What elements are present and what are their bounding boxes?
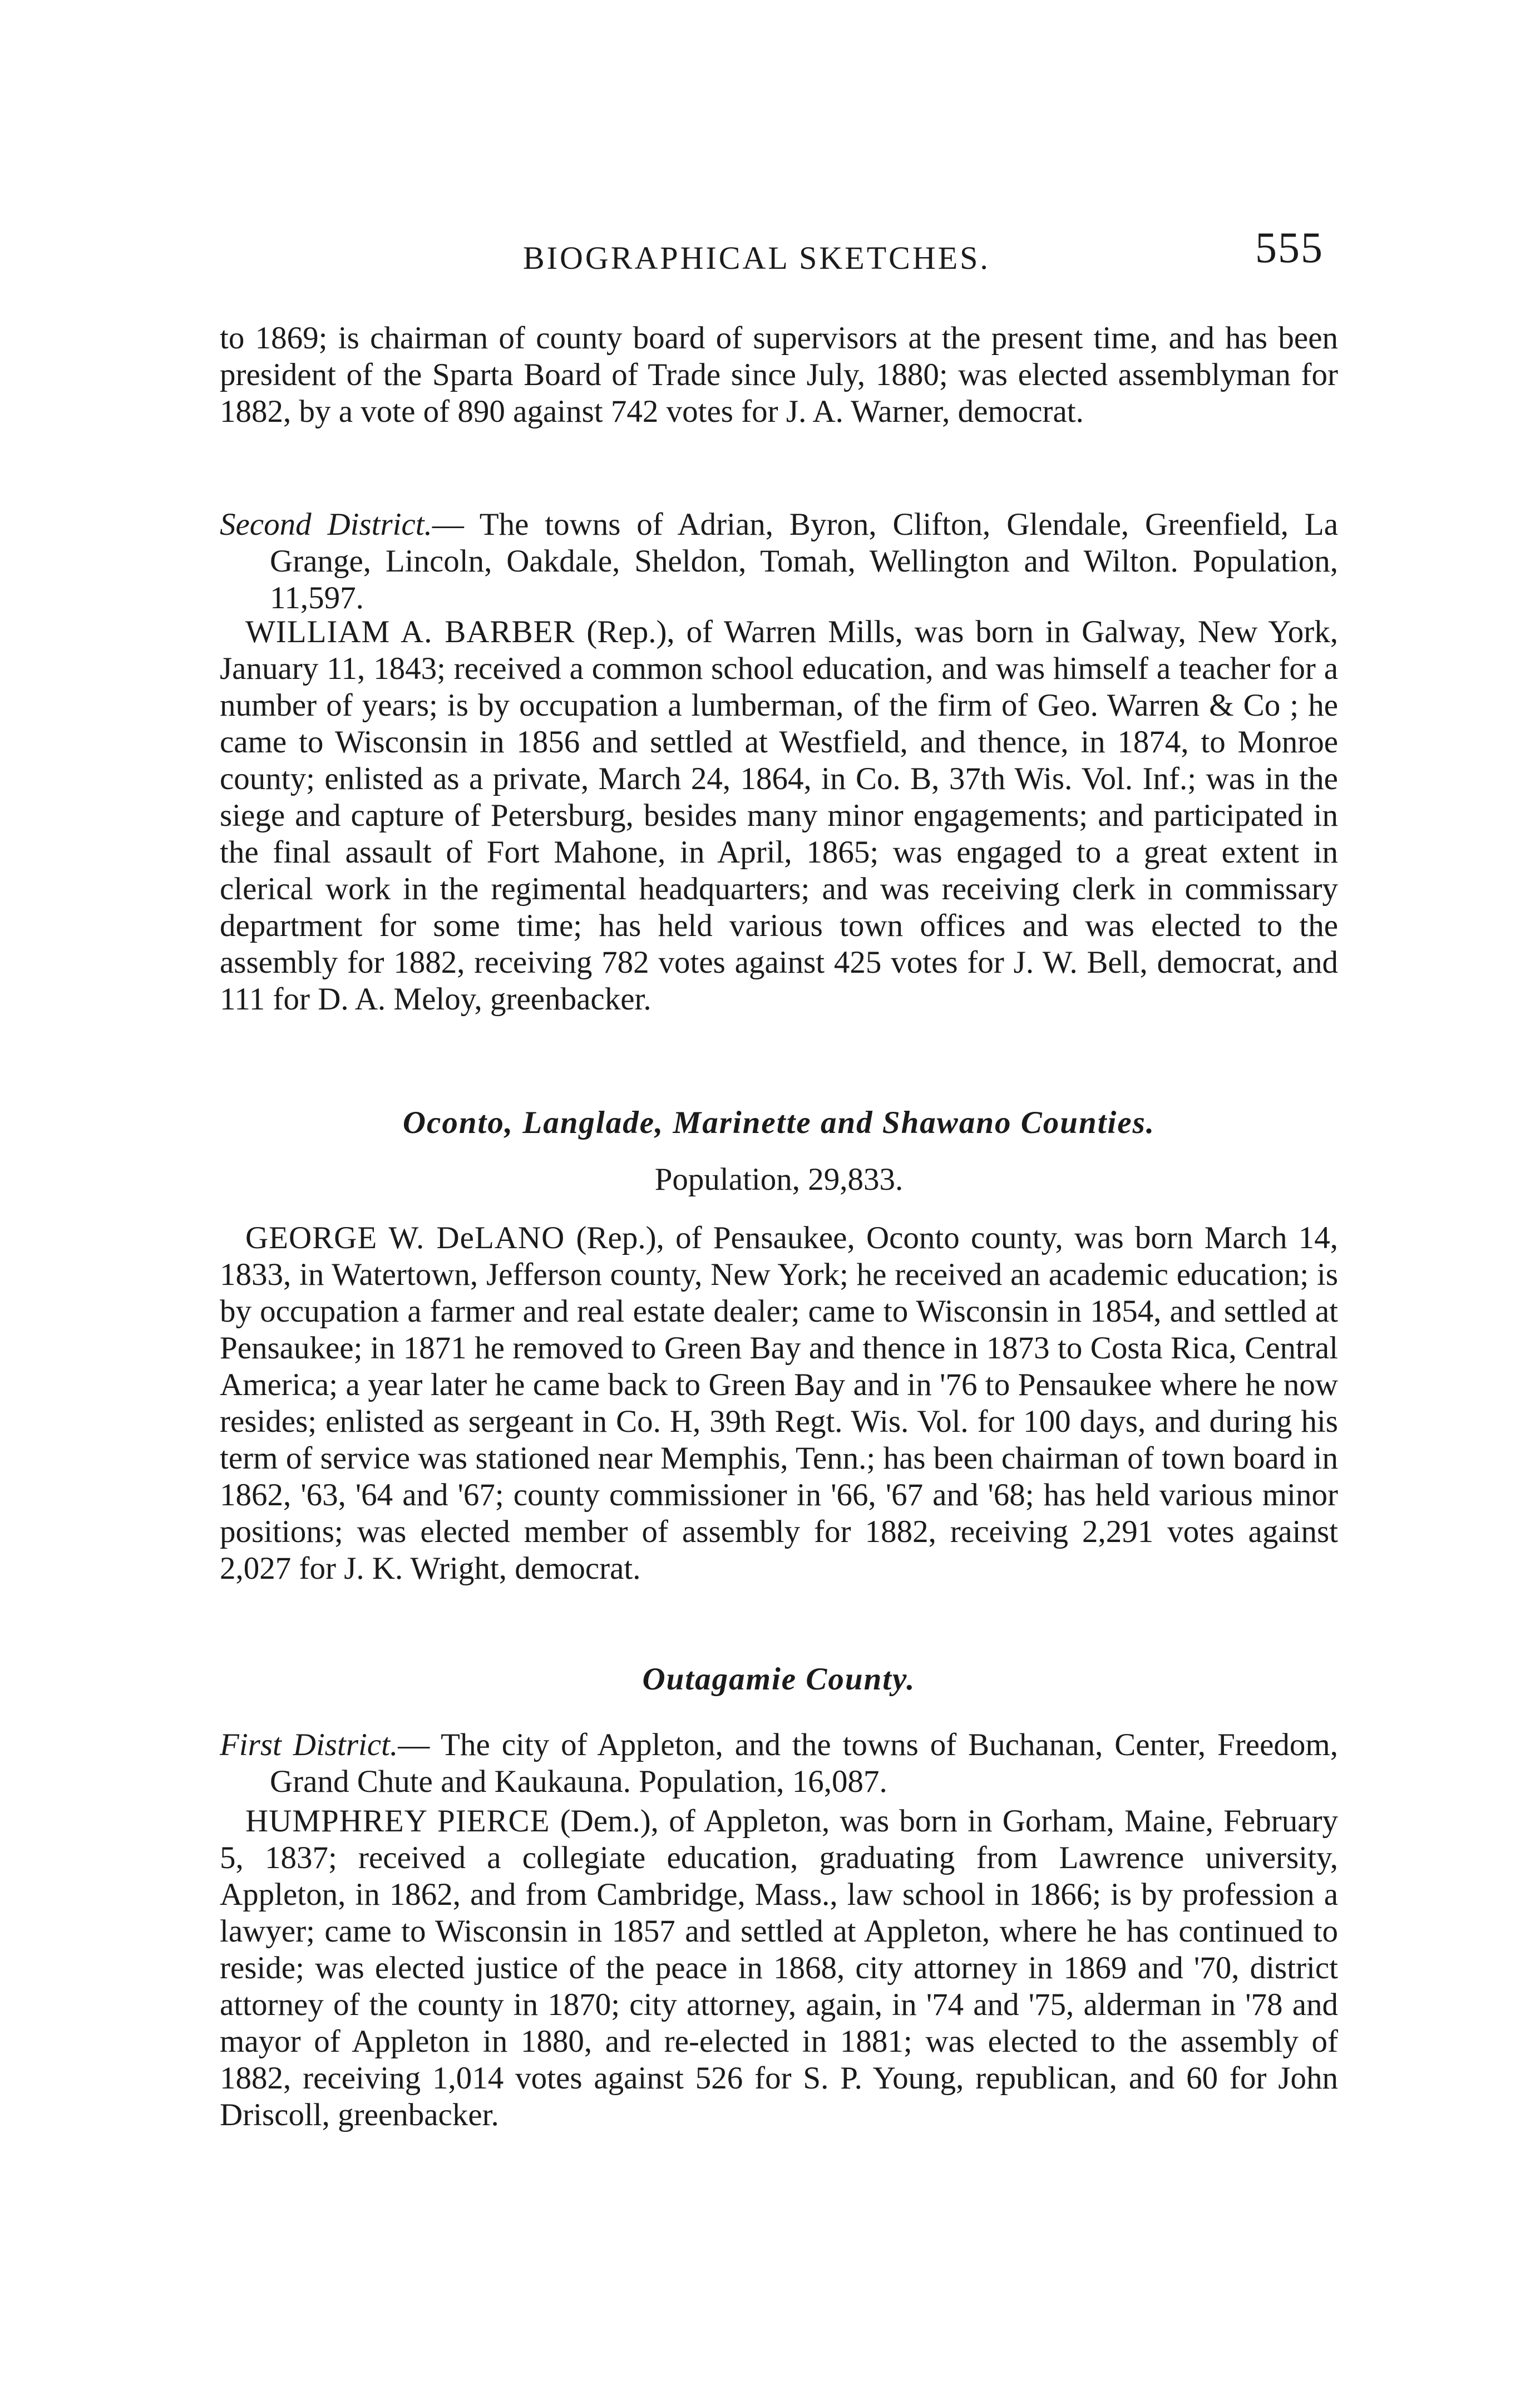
outagamie-heading-block <box>220 1661 1338 1698</box>
monroe-second-district-block <box>220 506 1338 617</box>
person-name: HUMPHREY PIERCE <box>245 1804 550 1839</box>
county-heading: Oconto, Langlade, Marinette and Shawano Counties. <box>402 1105 1156 1140</box>
district-label: First District. <box>220 1727 398 1762</box>
district-text: — The towns of Adrian, Byron, Clifton, Glendale, Greenfield, La Grange, Lincoln, Oakdale, Sheldon, Tomah, Wellington and Wilton. Population, 11,597. <box>270 507 1338 615</box>
biography-text: (Rep.), of Pensaukee, Oconto county, was born March 14, 1833, in Watertown, Jefferson county, New York; he received an academic education; is by occupation a farmer and real estate dealer; came to Wisconsin in 1854, and settled at Pensaukee; in 1871 he removed to Green Bay and thence in 1873 to Costa Rica, Central America; a year later he came back to Green Bay and in '76 to Pensaukee where he now resides; enlisted as sergeant in Co. H, 39th Regt. Wis. Vol. for 100 days, and during his term of service was stationed near Memphis, Tenn.; has been chairman of town board in 1862, '63, '64 and '67; county commissioner in '66, '67 and '68; has held various minor positions; was elected member of assembly for 1882, receiving 2,291 votes against 2,027 for J. K. Wright, democrat. <box>220 1220 1338 1586</box>
biography-paragraph <box>220 614 1338 1018</box>
district-description <box>220 506 1338 617</box>
page-number: 555 <box>1255 223 1324 272</box>
person-name: GEORGE W. DeLANO <box>245 1220 565 1255</box>
district-label: Second District. <box>220 507 432 542</box>
biography-paragraph <box>220 1803 1338 2134</box>
delano-sketch <box>220 1220 1338 1587</box>
county-heading: Outagamie County. <box>642 1662 916 1697</box>
running-head: BIOGRAPHICAL SKETCHES. <box>523 240 990 276</box>
outagamie-first-district-block <box>220 1727 1338 1800</box>
continuation-block <box>220 320 1338 430</box>
pierce-sketch <box>220 1803 1338 2134</box>
oconto-population-block <box>220 1161 1338 1198</box>
oconto-heading-block <box>220 1105 1338 1141</box>
biography-text: (Rep.), of Warren Mills, was born in Galway, New York, January 11, 1843; received a common school education, and was himself a teacher for a number of years; is by occupation a lumberman, of the firm of Geo. Warren & Co ; he came to Wisconsin in 1856 and settled at Westfield, and thence, in 1874, to Monroe county; enlisted as a private, March 24, 1864, in Co. B, 37th Wis. Vol. Inf.; was in the siege and capture of Petersburg, besides many minor engagements; and participated in the final assault of Fort Mahone, in April, 1865; was engaged to a great extent in clerical work in the regimental headquarters; and was receiving clerk in commissary department for some time; has held various town offices and was elected to the assembly for 1882, receiving 782 votes against 425 votes for J. W. Bell, democrat, and 111 for D. A. Meloy, greenbacker. <box>220 614 1338 1017</box>
population-line: Population, 29,833. <box>654 1162 904 1197</box>
barber-sketch <box>220 614 1338 1018</box>
person-name: WILLIAM A. BARBER <box>245 614 575 649</box>
biography-paragraph <box>220 1220 1338 1587</box>
district-text: — The city of Appleton, and the towns of Buchanan, Center, Freedom, Grand Chute and Kaukauna. Population, 16,087. <box>270 1727 1338 1799</box>
biography-text: (Dem.), of Appleton, was born in Gorham, Maine, February 5, 1837; received a collegiate education, graduating from Lawrence university, Appleton, in 1862, and from Cambridge, Mass., law school in 1866; is by profession a lawyer; came to Wisconsin in 1857 and settled at Appleton, where he has continued to reside; was elected justice of the peace in 1868, city attorney in 1869 and '70, district attorney of the county in 1870; city attorney, again, in '74 and '75, alderman in '78 and mayor of Appleton in 1880, and re-elected in 1881; was elected to the assembly of 1882, receiving 1,014 votes against 526 for S. P. Young, republican, and 60 for John Driscoll, greenbacker. <box>220 1804 1338 2132</box>
continuation-paragraph: to 1869; is chairman of county board of supervisors at the present time, and has been president of the Sparta Board of Trade since July, 1880; was elected assemblyman for 1882, by a vote of 890 against 742 votes for J. A. Warner, democrat. <box>220 321 1338 429</box>
district-description <box>220 1727 1338 1800</box>
